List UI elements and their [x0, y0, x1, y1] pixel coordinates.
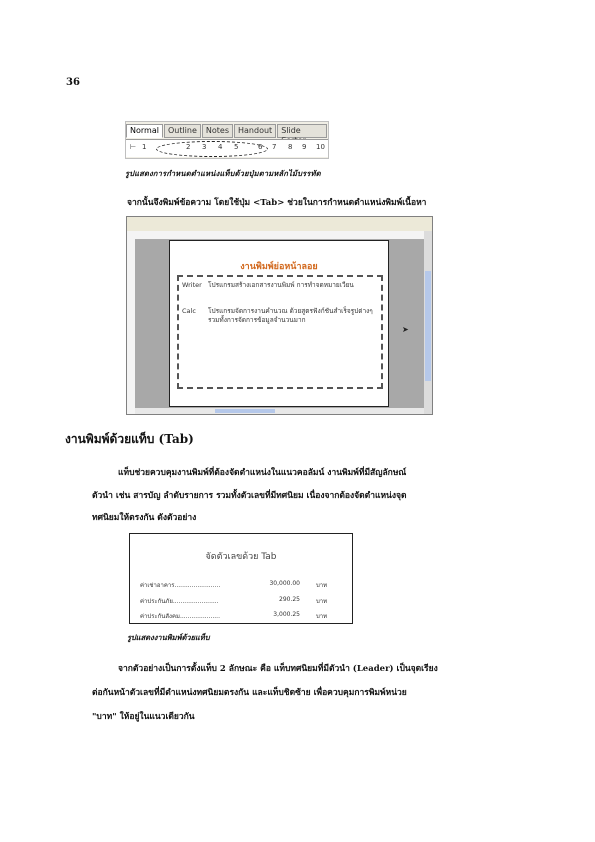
figure3-caption: รูปแสดงงานพิมพ์ด้วยแท็บ [127, 633, 210, 642]
paragraph-line: ทศนิยมให้ตรงกัน ดังตัวอย่าง [92, 513, 197, 523]
ruler-number: 10 [316, 143, 325, 151]
document-ruler [127, 231, 432, 240]
ruler-number: 5 [234, 143, 239, 151]
figure1-caption: รูปแสดงการกำหนดตำแหน่งแท็บด้วยปุ่มตามหลักไม้บรรทัด [125, 169, 321, 178]
row-unit: บาท [316, 582, 328, 589]
horizontal-scrollbar[interactable] [135, 408, 424, 414]
row-unit: บาท [316, 613, 328, 620]
tab-normal[interactable]: Normal [126, 124, 163, 138]
document-window-figure [126, 216, 433, 415]
vertical-scrollbar[interactable] [424, 231, 432, 414]
row-label: ค่าประกันภัย........................ [140, 598, 219, 605]
ruler-number: 1 [142, 143, 147, 151]
horizontal-ruler[interactable] [126, 139, 328, 157]
tab-example-figure [129, 533, 353, 624]
ruler-number: 8 [288, 143, 293, 151]
intro-line: จากนั้นจึงพิมพ์ข้อความ โดยใช้ปุ่ม <Tab> ช่วยในการกำหนดตำแหน่งพิมพ์เนื้อหา [127, 198, 427, 208]
ruler-tab-stop-icon: ⊢ [130, 143, 137, 151]
text-frame [177, 275, 383, 389]
tab-handout[interactable]: Handout [234, 124, 276, 138]
term: Calc [182, 307, 196, 315]
paragraph-line: แท็บช่วยควบคุมงานพิมพ์ที่ต้องจัดตำแหน่งในแนวคอลัมน์ งานพิมพ์ที่มีสัญลักษณ์ [118, 468, 407, 478]
paragraph-line: ตัวนำ เช่น สารบัญ ลำดับรายการ รวมทั้งตัวเลขที่มีทศนิยม เนื่องจากต้องจัดตำแหน่งจุด [92, 491, 407, 501]
mouse-cursor-icon: ➤ [402, 325, 409, 334]
section-heading: งานพิมพ์ด้วยแท็บ (Tab) [65, 432, 194, 446]
tab-ruler-figure [125, 121, 329, 159]
paragraph-line: จากตัวอย่างเป็นการตั้งแท็บ 2 ลักษณะ คือ แท็บทศนิยมที่มีตัวนำ (Leader) เป็นจุดเรียง [118, 664, 438, 674]
tab-outline[interactable]: Outline [164, 124, 201, 138]
description: โปรแกรมสร้างเอกสารงานพิมพ์ การทำจดหมายเวียน [208, 281, 354, 289]
highlight-oval [156, 141, 268, 157]
scroll-thumb[interactable] [215, 409, 275, 413]
ruler-number: 3 [202, 143, 207, 151]
ruler-number: 4 [218, 143, 223, 151]
tab-slide-sorter[interactable]: Slide [277, 124, 327, 138]
tab-notes[interactable]: Notes [202, 124, 233, 138]
view-tabs [126, 124, 328, 138]
term: Writer [182, 281, 202, 289]
vertical-ruler [127, 239, 135, 414]
document-page [169, 240, 389, 407]
ruler-number: 2 [186, 143, 191, 151]
description: โปรแกรมจัดการงานคำนวณ ด้วยสูตรฟังก์ชันสำเร็จรูปต่างๆ รวมทั้งการจัดการข้อมูลจำนวนมาก [208, 307, 373, 324]
paragraph-line: ต่อกันหน้าตัวเลขที่มีตำแหน่งทศนิยมตรงกัน และแท็บชิดซ้าย เพื่อควบคุมการพิมพ์หน่วย [92, 688, 407, 698]
page-number: 36 [66, 77, 80, 88]
scroll-thumb[interactable] [425, 271, 431, 381]
toolbar [127, 217, 432, 232]
paragraph-line: "บาท" ให้อยู่ในแนวเดียวกัน [92, 712, 195, 722]
row-value: 290.25 [279, 596, 300, 603]
ruler-number: 9 [302, 143, 307, 151]
row-unit: บาท [316, 598, 328, 605]
ruler-number: 6 [258, 143, 263, 151]
document-title: งานพิมพ์ย่อหน้าลอย [240, 262, 318, 272]
row-label: ค่าเช่าอาคาร........................ [140, 582, 221, 589]
row-label: ค่าประกันสังคม..................... [140, 613, 220, 620]
row-value: 30,000.00 [269, 580, 300, 587]
ruler-number: 7 [272, 143, 277, 151]
figure3-title: จัดตัวเลขด้วย Tab [205, 552, 277, 562]
row-value: 3,000.25 [273, 611, 300, 618]
